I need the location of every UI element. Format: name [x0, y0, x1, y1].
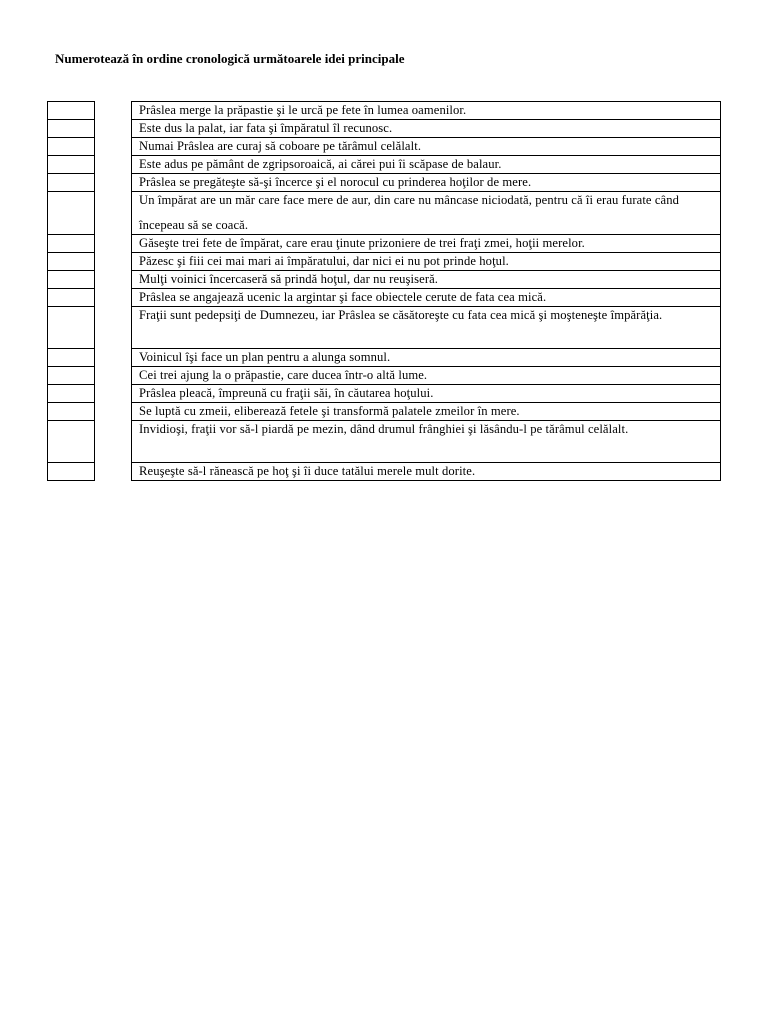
number-input-cell[interactable]	[48, 349, 95, 367]
spacer-cell	[95, 463, 132, 481]
spacer-cell	[95, 385, 132, 403]
spacer-cell	[95, 120, 132, 138]
number-input-cell[interactable]	[48, 138, 95, 156]
idea-cell	[132, 463, 721, 481]
number-input-cell[interactable]	[48, 192, 95, 235]
idea-text: Fraţii sunt pedepsiţi de Dumnezeu, iar Prâslea se căsătoreşte cu fata cea mică şi moşteneşte împărăţia.	[139, 308, 663, 322]
table-row	[48, 385, 721, 403]
idea-cell	[132, 349, 721, 367]
idea-text: Prâslea merge la prăpastie şi le urcă pe fete în lumea oamenilor.	[139, 103, 467, 117]
table-row	[48, 307, 721, 349]
idea-cell	[132, 367, 721, 385]
idea-text: Prâslea se angajează ucenic la argintar şi face obiectele cerute de fata cea mică.	[139, 290, 547, 304]
number-input-cell[interactable]	[48, 289, 95, 307]
number-input-cell[interactable]	[48, 102, 95, 120]
number-input-cell[interactable]	[48, 367, 95, 385]
table-row	[48, 120, 721, 138]
spacer-cell	[95, 367, 132, 385]
idea-cell	[132, 421, 721, 463]
idea-text: Prâslea se pregăteşte să-şi încerce şi el norocul cu prinderea hoţilor de mere.	[139, 175, 532, 189]
idea-text: Mulţi voinici încercaseră să prindă hoţul, dar nu reuşiseră.	[139, 272, 439, 286]
spacer-cell	[95, 253, 132, 271]
spacer-cell	[95, 174, 132, 192]
number-input-cell[interactable]	[48, 421, 95, 463]
idea-text: Se luptă cu zmeii, eliberează fetele şi transformă palatele zmeilor în mere.	[139, 404, 520, 418]
number-input-cell[interactable]	[48, 271, 95, 289]
table-row	[48, 102, 721, 120]
table-row	[48, 271, 721, 289]
table-row	[48, 463, 721, 481]
spacer-cell	[95, 289, 132, 307]
number-input-cell[interactable]	[48, 253, 95, 271]
table-row	[48, 253, 721, 271]
number-input-cell[interactable]	[48, 156, 95, 174]
idea-cell	[132, 192, 721, 235]
number-input-cell[interactable]	[48, 120, 95, 138]
idea-cell	[132, 271, 721, 289]
ideas-table	[47, 101, 721, 481]
spacer-cell	[95, 421, 132, 463]
spacer-cell	[95, 307, 132, 349]
idea-cell	[132, 156, 721, 174]
number-input-cell[interactable]	[48, 463, 95, 481]
idea-text: Este dus la palat, iar fata şi împăratul îl recunosc.	[139, 121, 393, 135]
idea-text: Prâslea pleacă, împreună cu fraţii săi, în căutarea hoţului.	[139, 386, 434, 400]
idea-text: Numai Prâslea are curaj să coboare pe tărâmul celălalt.	[139, 139, 422, 153]
spacer-cell	[95, 235, 132, 253]
table-row	[48, 367, 721, 385]
table-row	[48, 138, 721, 156]
number-input-cell[interactable]	[48, 235, 95, 253]
spacer-cell	[95, 349, 132, 367]
table-row	[48, 349, 721, 367]
idea-cell	[132, 253, 721, 271]
idea-text: Voinicul îşi face un plan pentru a alunga somnul.	[139, 350, 391, 364]
spacer-cell	[95, 102, 132, 120]
table-row	[48, 192, 721, 235]
spacer-cell	[95, 138, 132, 156]
idea-cell	[132, 307, 721, 349]
idea-cell	[132, 235, 721, 253]
idea-cell	[132, 385, 721, 403]
idea-cell	[132, 138, 721, 156]
idea-text: Este adus pe pământ de zgripsoroaică, ai cărei pui îi scăpase de balaur.	[139, 157, 502, 171]
number-input-cell[interactable]	[48, 307, 95, 349]
number-input-cell[interactable]	[48, 403, 95, 421]
table-row	[48, 235, 721, 253]
idea-text: Păzesc şi fiii cei mai mari ai împăratului, dar nici ei nu pot prinde hoţul.	[139, 254, 509, 268]
table-row	[48, 156, 721, 174]
idea-text: Invidioşi, fraţii vor să-l piardă pe mezin, dând drumul frânghiei şi lăsându-l pe tărâmul celălalt.	[139, 422, 629, 436]
table-row	[48, 421, 721, 463]
idea-text: Găseşte trei fete de împărat, care erau ţinute prizoniere de trei fraţi zmei, hoţii merelor.	[139, 236, 585, 250]
idea-text: Cei trei ajung la o prăpastie, care ducea într-o altă lume.	[139, 368, 428, 382]
number-input-cell[interactable]	[48, 385, 95, 403]
spacer-cell	[95, 271, 132, 289]
idea-text: Un împărat are un măr care face mere de aur, din care nu mâncase niciodată, pentru că îi erau furate când începeau să se coacă.	[139, 193, 680, 232]
spacer-cell	[95, 192, 132, 235]
number-input-cell[interactable]	[48, 174, 95, 192]
idea-text: Reuşeşte să-l rănească pe hoţ şi îi duce tatălui merele mult dorite.	[139, 464, 476, 478]
idea-cell	[132, 120, 721, 138]
idea-cell	[132, 102, 721, 120]
page-title: Numerotează în ordine cronologică următoarele idei principale	[55, 51, 405, 66]
spacer-cell	[95, 156, 132, 174]
spacer-cell	[95, 403, 132, 421]
